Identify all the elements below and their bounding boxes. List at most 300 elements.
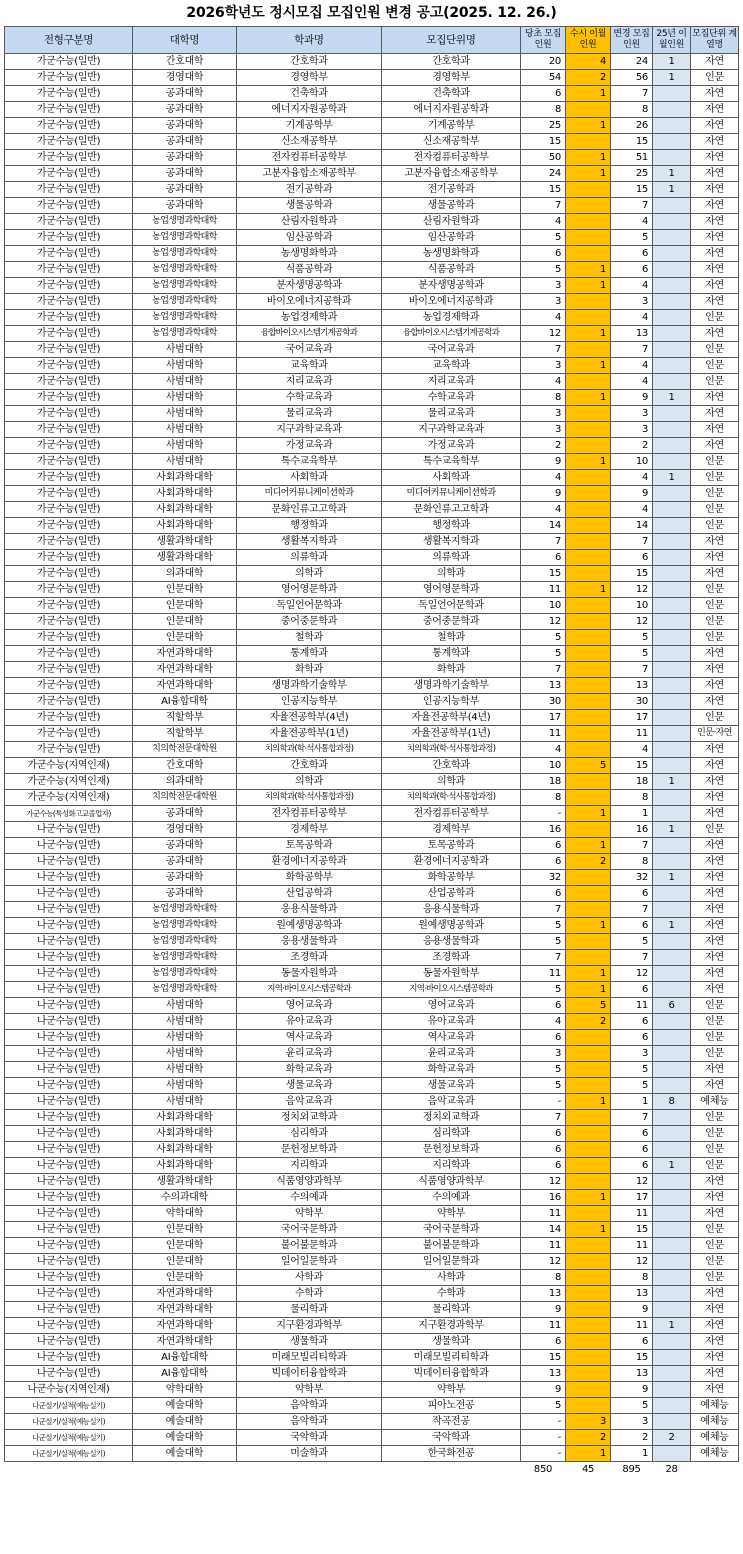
- cell-type: 가군수능(일반): [5, 230, 133, 246]
- cell-unit: 전기공학과: [382, 182, 521, 198]
- cell-carryover: [566, 902, 611, 918]
- cell-carryover: [566, 310, 611, 326]
- cell-track: 자연: [691, 758, 739, 774]
- cell-original: 18: [521, 774, 566, 790]
- cell-unit: 생명과학기술학부: [382, 678, 521, 694]
- cell-college: 사범대학: [133, 358, 237, 374]
- cell-carryover: 1: [566, 966, 611, 982]
- cell-department: 경제학부: [237, 822, 382, 838]
- cell-type: 가군수능(일반): [5, 438, 133, 454]
- cell-college: 경영대학: [133, 822, 237, 838]
- cell-college: 자연과학대학: [133, 1286, 237, 1302]
- cell-unit: 분자생명공학과: [382, 278, 521, 294]
- header-type: 전형구분명: [5, 27, 133, 54]
- cell-type: 나군수능(일반): [5, 1014, 133, 1030]
- cell-department: 산림자원학과: [237, 214, 382, 230]
- cell-carry25: 1: [653, 774, 691, 790]
- cell-unit: 물리교육과: [382, 406, 521, 422]
- cell-type: 가군수능(일반): [5, 726, 133, 742]
- cell-unit: 의류학과: [382, 550, 521, 566]
- cell-type: 나군수능(일반): [5, 822, 133, 838]
- cell-department: 신소재공학부: [237, 134, 382, 150]
- cell-department: 물리교육과: [237, 406, 382, 422]
- cell-changed: 6: [611, 1030, 653, 1046]
- cell-carryover: [566, 1398, 611, 1414]
- cell-carry25: [653, 438, 691, 454]
- cell-department: 행정학과: [237, 518, 382, 534]
- cell-type: 나군수능(일반): [5, 934, 133, 950]
- cell-carryover: [566, 710, 611, 726]
- cell-track: 자연: [691, 294, 739, 310]
- cell-track: 자연: [691, 246, 739, 262]
- cell-college: 공과대학: [133, 102, 237, 118]
- cell-department: 독일언어문학과: [237, 598, 382, 614]
- cell-original: 6: [521, 854, 566, 870]
- table-row: [5, 614, 739, 630]
- cell-unit: 농생명화학과: [382, 246, 521, 262]
- cell-carry25: 1: [653, 182, 691, 198]
- table-row: [5, 1174, 739, 1190]
- cell-type: 가군수능(지역인재): [5, 790, 133, 806]
- cell-carryover: [566, 662, 611, 678]
- cell-track: 자연: [691, 198, 739, 214]
- cell-department: 약학부: [237, 1206, 382, 1222]
- cell-track: 자연: [691, 678, 739, 694]
- cell-original: -: [521, 1094, 566, 1110]
- cell-type: 나군수능(일반): [5, 1254, 133, 1270]
- cell-track: 자연: [691, 950, 739, 966]
- cell-track: 자연: [691, 774, 739, 790]
- cell-original: 4: [521, 310, 566, 326]
- cell-unit: 인공지능학부: [382, 694, 521, 710]
- cell-department: 전자컴퓨터공학부: [237, 806, 382, 822]
- cell-carryover: [566, 1318, 611, 1334]
- cell-unit: 문화인류고고학과: [382, 502, 521, 518]
- cell-original: 32: [521, 870, 566, 886]
- cell-college: 농업생명과학대학: [133, 918, 237, 934]
- header-changed-quota: 변경 모집인원: [611, 27, 653, 54]
- cell-type: 나군수능(일반): [5, 1174, 133, 1190]
- cell-carry25: [653, 1286, 691, 1302]
- cell-original: 3: [521, 406, 566, 422]
- cell-unit: 철학과: [382, 630, 521, 646]
- cell-carry25: [653, 118, 691, 134]
- cell-unit: 산림자원학과: [382, 214, 521, 230]
- table-row: [5, 294, 739, 310]
- cell-original: 15: [521, 1350, 566, 1366]
- cell-department: 심리학과: [237, 1126, 382, 1142]
- cell-type: 가군수능(일반): [5, 326, 133, 342]
- table-row: [5, 86, 739, 102]
- cell-unit: 치의학과(학·석사통합과정): [382, 742, 521, 758]
- cell-carryover: [566, 598, 611, 614]
- cell-department: 자율전공학부(1년): [237, 726, 382, 742]
- cell-department: 임산공학과: [237, 230, 382, 246]
- cell-type: 가군수능(일반): [5, 742, 133, 758]
- table-row: [5, 1190, 739, 1206]
- total-carryover: 45: [581, 1464, 595, 1475]
- cell-changed: 1: [611, 1446, 653, 1462]
- cell-department: 화학공학부: [237, 870, 382, 886]
- cell-changed: 4: [611, 742, 653, 758]
- cell-department: 미래모빌리티학과: [237, 1350, 382, 1366]
- cell-college: 인문대학: [133, 582, 237, 598]
- cell-college: 예술대학: [133, 1398, 237, 1414]
- cell-unit: 약학부: [382, 1206, 521, 1222]
- cell-type: 가군수능(일반): [5, 390, 133, 406]
- cell-original: 11: [521, 582, 566, 598]
- table-row: [5, 374, 739, 390]
- cell-college: 자연과학대학: [133, 1302, 237, 1318]
- cell-type: 가군수능(일반): [5, 118, 133, 134]
- cell-unit: 국어교육과: [382, 342, 521, 358]
- cell-carry25: [653, 550, 691, 566]
- cell-department: 불어불문학과: [237, 1238, 382, 1254]
- cell-changed: 13: [611, 326, 653, 342]
- cell-department: 생물교육과: [237, 1078, 382, 1094]
- cell-track: 자연: [691, 1174, 739, 1190]
- cell-changed: 11: [611, 998, 653, 1014]
- cell-changed: 6: [611, 982, 653, 998]
- cell-department: 미디어커뮤니케이션학과: [237, 486, 382, 502]
- cell-carry25: [653, 1174, 691, 1190]
- cell-type: 가군수능(일반): [5, 662, 133, 678]
- cell-college: 생활과학대학: [133, 1174, 237, 1190]
- cell-changed: 3: [611, 1046, 653, 1062]
- cell-type: 가군수능(일반): [5, 134, 133, 150]
- cell-track: 자연: [691, 1190, 739, 1206]
- table-row: [5, 918, 739, 934]
- cell-original: 5: [521, 1078, 566, 1094]
- cell-unit: 빅데이터융합학과: [382, 1366, 521, 1382]
- cell-carryover: [566, 1254, 611, 1270]
- cell-carry25: [653, 1062, 691, 1078]
- cell-carryover: [566, 870, 611, 886]
- cell-track: 자연: [691, 262, 739, 278]
- cell-changed: 6: [611, 1126, 653, 1142]
- cell-unit: 수학과: [382, 1286, 521, 1302]
- cell-unit: 미래모빌리티학과: [382, 1350, 521, 1366]
- cell-changed: 3: [611, 294, 653, 310]
- cell-college: 약학대학: [133, 1382, 237, 1398]
- table-header-row: [5, 27, 739, 54]
- cell-original: 5: [521, 934, 566, 950]
- table-row: [5, 182, 739, 198]
- table-row: [5, 966, 739, 982]
- cell-changed: 6: [611, 918, 653, 934]
- table-row: [5, 422, 739, 438]
- cell-type: 가군수능(일반): [5, 614, 133, 630]
- cell-department: 국악학과: [237, 1430, 382, 1446]
- cell-carryover: [566, 246, 611, 262]
- cell-track: 자연: [691, 182, 739, 198]
- cell-original: 4: [521, 374, 566, 390]
- cell-original: 9: [521, 486, 566, 502]
- cell-carry25: [653, 342, 691, 358]
- cell-unit: 미디어커뮤니케이션학과: [382, 486, 521, 502]
- cell-college: 예술대학: [133, 1446, 237, 1462]
- cell-college: 공과대학: [133, 870, 237, 886]
- cell-college: 사범대학: [133, 1078, 237, 1094]
- cell-carry25: [653, 246, 691, 262]
- cell-department: 생활복지학과: [237, 534, 382, 550]
- cell-track: 자연: [691, 54, 739, 70]
- cell-college: 공과대학: [133, 838, 237, 854]
- cell-carry25: [653, 950, 691, 966]
- cell-unit: 경제학부: [382, 822, 521, 838]
- header-original-quota: 당초 모집인원: [521, 27, 566, 54]
- cell-changed: 3: [611, 422, 653, 438]
- table-row: [5, 1110, 739, 1126]
- cell-carryover: 5: [566, 758, 611, 774]
- cell-unit: 행정학과: [382, 518, 521, 534]
- cell-type: 나군수능(일반): [5, 854, 133, 870]
- cell-changed: 30: [611, 694, 653, 710]
- cell-carry25: 1: [653, 470, 691, 486]
- cell-carry25: [653, 310, 691, 326]
- cell-carry25: [653, 1190, 691, 1206]
- cell-carry25: 1: [653, 70, 691, 86]
- table-row: [5, 246, 739, 262]
- cell-unit: 간호학과: [382, 758, 521, 774]
- cell-department: 바이오에너지공학과: [237, 294, 382, 310]
- table-row: [5, 502, 739, 518]
- table-row: [5, 262, 739, 278]
- table-row: [5, 742, 739, 758]
- cell-college: 인문대학: [133, 614, 237, 630]
- cell-college: 인문대학: [133, 1254, 237, 1270]
- cell-changed: 12: [611, 582, 653, 598]
- cell-carryover: [566, 614, 611, 630]
- cell-carryover: [566, 1030, 611, 1046]
- table-row: [5, 358, 739, 374]
- cell-type: 가군수능(일반): [5, 310, 133, 326]
- cell-carryover: 1: [566, 918, 611, 934]
- cell-type: 가군수능(일반): [5, 502, 133, 518]
- cell-track: 자연: [691, 86, 739, 102]
- cell-track: 인문: [691, 998, 739, 1014]
- cell-track: 자연: [691, 1350, 739, 1366]
- table-row: [5, 102, 739, 118]
- cell-track: 자연: [691, 1286, 739, 1302]
- cell-college: AI융합대학: [133, 694, 237, 710]
- cell-track: 인문: [691, 1046, 739, 1062]
- cell-department: 국어교육과: [237, 342, 382, 358]
- table-row: [5, 406, 739, 422]
- table-row: [5, 1414, 739, 1430]
- cell-original: 4: [521, 502, 566, 518]
- cell-changed: 24: [611, 54, 653, 70]
- cell-track: 예체능: [691, 1430, 739, 1446]
- cell-original: 5: [521, 646, 566, 662]
- cell-carryover: 1: [566, 1190, 611, 1206]
- cell-track: 예체능: [691, 1414, 739, 1430]
- cell-changed: 7: [611, 662, 653, 678]
- cell-college: 공과대학: [133, 182, 237, 198]
- table-row: [5, 1158, 739, 1174]
- cell-original: 10: [521, 598, 566, 614]
- cell-unit: 문헌정보학과: [382, 1142, 521, 1158]
- cell-unit: 영어교육과: [382, 998, 521, 1014]
- cell-department: 정치외교학과: [237, 1110, 382, 1126]
- cell-carryover: [566, 534, 611, 550]
- header-track: 모집단위 계열명: [691, 27, 739, 54]
- cell-type: 나군수능(일반): [5, 1142, 133, 1158]
- cell-carry25: [653, 678, 691, 694]
- cell-college: 농업생명과학대학: [133, 982, 237, 998]
- table-row: [5, 1094, 739, 1110]
- cell-changed: 25: [611, 166, 653, 182]
- cell-carry25: [653, 630, 691, 646]
- cell-type: 나군수능(일반): [5, 902, 133, 918]
- cell-unit: 수의예과: [382, 1190, 521, 1206]
- cell-college: 사회과학대학: [133, 470, 237, 486]
- cell-track: 자연: [691, 838, 739, 854]
- cell-college: 공과대학: [133, 886, 237, 902]
- cell-track: 자연: [691, 646, 739, 662]
- cell-type: 나군수능(일반): [5, 1078, 133, 1094]
- cell-track: 인문: [691, 1126, 739, 1142]
- cell-department: 분자생명공학과: [237, 278, 382, 294]
- cell-type: 가군수능(일반): [5, 630, 133, 646]
- cell-track: 예체능: [691, 1094, 739, 1110]
- cell-original: 10: [521, 758, 566, 774]
- cell-carryover: [566, 934, 611, 950]
- cell-changed: 4: [611, 470, 653, 486]
- cell-unit: 약학부: [382, 1382, 521, 1398]
- cell-type: 가군수능(일반): [5, 278, 133, 294]
- cell-college: 사회과학대학: [133, 1126, 237, 1142]
- cell-changed: 6: [611, 1014, 653, 1030]
- table-row: [5, 1126, 739, 1142]
- cell-changed: 7: [611, 902, 653, 918]
- cell-type: 가군수능(일반): [5, 166, 133, 182]
- cell-original: -: [521, 806, 566, 822]
- cell-type: 나군수능(일반): [5, 1334, 133, 1350]
- cell-original: 4: [521, 1014, 566, 1030]
- cell-carryover: [566, 438, 611, 454]
- cell-type: 가군수능(일반): [5, 246, 133, 262]
- cell-original: 6: [521, 246, 566, 262]
- cell-department: 인공지능학부: [237, 694, 382, 710]
- table-row: [5, 710, 739, 726]
- cell-department: 건축학과: [237, 86, 382, 102]
- cell-department: 사회학과: [237, 470, 382, 486]
- cell-track: 인문: [691, 70, 739, 86]
- cell-carry25: [653, 582, 691, 598]
- cell-carryover: 5: [566, 998, 611, 1014]
- cell-carry25: [653, 1366, 691, 1382]
- cell-carryover: [566, 1110, 611, 1126]
- cell-type: 가군수능(일반): [5, 294, 133, 310]
- cell-department: 생명과학기술학부: [237, 678, 382, 694]
- table-row: [5, 1350, 739, 1366]
- cell-original: 15: [521, 566, 566, 582]
- table-row: [5, 310, 739, 326]
- cell-carry25: [653, 102, 691, 118]
- table-row: [5, 1334, 739, 1350]
- table-row: [5, 886, 739, 902]
- cell-carryover: [566, 1270, 611, 1286]
- cell-changed: 15: [611, 182, 653, 198]
- cell-track: 인문: [691, 502, 739, 518]
- cell-changed: 7: [611, 1110, 653, 1126]
- cell-unit: 지구환경과학부: [382, 1318, 521, 1334]
- cell-carryover: [566, 406, 611, 422]
- cell-carryover: [566, 1046, 611, 1062]
- cell-college: 생활과학대학: [133, 534, 237, 550]
- cell-unit: 에너지자원공학과: [382, 102, 521, 118]
- cell-carry25: [653, 406, 691, 422]
- cell-unit: 토목공학과: [382, 838, 521, 854]
- cell-carry25: 1: [653, 870, 691, 886]
- cell-type: 가군수능(일반): [5, 262, 133, 278]
- table-row: [5, 1398, 739, 1414]
- cell-carry25: [653, 214, 691, 230]
- cell-college: 직할학부: [133, 710, 237, 726]
- cell-carry25: [653, 326, 691, 342]
- cell-type: 가군수능(일반): [5, 54, 133, 70]
- cell-carryover: [566, 1078, 611, 1094]
- cell-carry25: [653, 1254, 691, 1270]
- cell-original: 11: [521, 966, 566, 982]
- cell-department: 식품공학과: [237, 262, 382, 278]
- cell-original: 5: [521, 918, 566, 934]
- cell-carryover: [566, 886, 611, 902]
- table-row: [5, 166, 739, 182]
- table-row: [5, 390, 739, 406]
- cell-carry25: [653, 662, 691, 678]
- cell-track: 인문: [691, 614, 739, 630]
- cell-college: 사범대학: [133, 1062, 237, 1078]
- cell-original: 8: [521, 1270, 566, 1286]
- cell-carryover: [566, 1142, 611, 1158]
- cell-carry25: [653, 838, 691, 854]
- cell-carryover: [566, 342, 611, 358]
- cell-track: 자연: [691, 550, 739, 566]
- cell-type: 나군수능(일반): [5, 1030, 133, 1046]
- cell-changed: 5: [611, 934, 653, 950]
- table-row: [5, 1078, 739, 1094]
- cell-type: 가군수능(지역인재): [5, 758, 133, 774]
- cell-original: 8: [521, 790, 566, 806]
- cell-department: 지역·바이오시스템공학과: [237, 982, 382, 998]
- cell-department: 교육학과: [237, 358, 382, 374]
- cell-college: 농업생명과학대학: [133, 230, 237, 246]
- cell-track: 인문: [691, 518, 739, 534]
- cell-track: 자연: [691, 1078, 739, 1094]
- cell-carry25: [653, 422, 691, 438]
- cell-carryover: [566, 550, 611, 566]
- cell-carry25: [653, 134, 691, 150]
- cell-changed: 9: [611, 1302, 653, 1318]
- cell-type: 나군실기/실적(예능실기): [5, 1446, 133, 1462]
- cell-track: 예체능: [691, 1398, 739, 1414]
- cell-college: 자연과학대학: [133, 646, 237, 662]
- cell-department: 약학부: [237, 1382, 382, 1398]
- cell-type: 가군수능(일반): [5, 406, 133, 422]
- cell-type: 가군수능(일반): [5, 678, 133, 694]
- cell-department: 동물자원학과: [237, 966, 382, 982]
- cell-college: 공과대학: [133, 854, 237, 870]
- cell-college: 사회과학대학: [133, 1110, 237, 1126]
- cell-track: 자연: [691, 886, 739, 902]
- cell-unit: 생활복지학과: [382, 534, 521, 550]
- cell-original: 5: [521, 630, 566, 646]
- cell-carryover: 2: [566, 854, 611, 870]
- cell-changed: 10: [611, 598, 653, 614]
- cell-track: 인문: [691, 710, 739, 726]
